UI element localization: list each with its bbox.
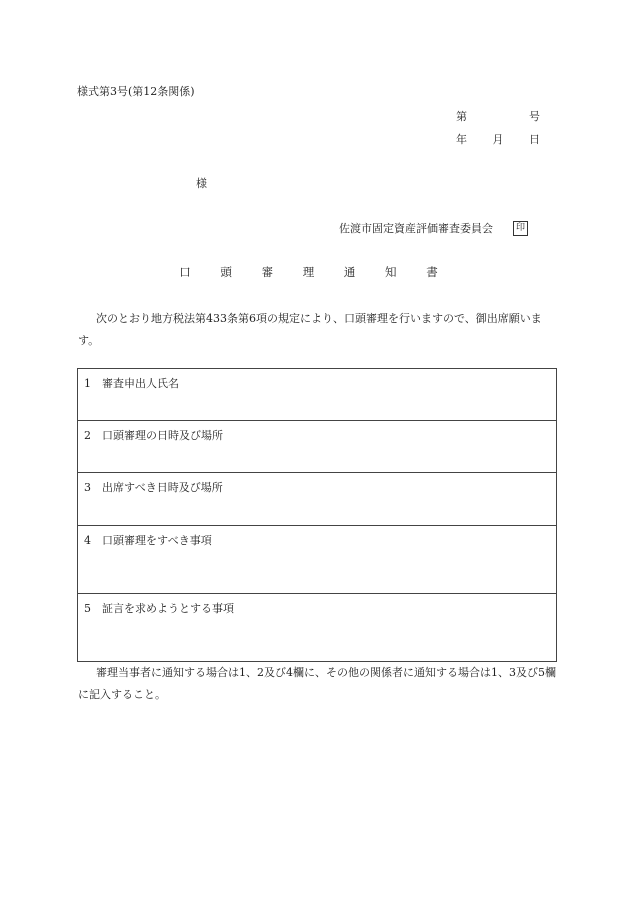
note-paragraph: 審理当事者に通知する場合は1、2及び4欄に、その他の関係者に通知する場合は1、3及び5欄に記入すること。 bbox=[78, 666, 556, 701]
table-cell bbox=[78, 473, 557, 526]
item-number: 4 bbox=[84, 534, 91, 547]
document-number bbox=[456, 108, 540, 124]
addressee-suffix: 様 bbox=[196, 177, 207, 190]
number-prefix: 第 bbox=[456, 110, 467, 123]
date-day: 日 bbox=[529, 133, 540, 146]
table-cell bbox=[78, 421, 557, 473]
table-row bbox=[78, 421, 557, 473]
table-row bbox=[78, 526, 557, 594]
item-label: 口頭審理をすべき事項 bbox=[102, 534, 212, 547]
document-title: 口 頭 審 理 通 知 書 bbox=[179, 265, 451, 279]
table-row bbox=[78, 473, 557, 526]
table-row bbox=[78, 369, 557, 421]
date-month: 月 bbox=[492, 133, 504, 146]
issuer-line bbox=[339, 220, 528, 236]
item-number: 2 bbox=[84, 429, 91, 442]
date-year: 年 bbox=[456, 133, 467, 146]
document-date bbox=[456, 131, 540, 147]
item-label: 証言を求めようとする事項 bbox=[102, 602, 234, 615]
number-suffix: 号 bbox=[529, 110, 540, 123]
item-number: 5 bbox=[84, 602, 91, 615]
item-number: 3 bbox=[84, 481, 91, 494]
item-label: 出席すべき日時及び場所 bbox=[102, 481, 223, 494]
form-number: 様式第3号(第12条関係) bbox=[77, 85, 195, 98]
table-cell bbox=[78, 369, 557, 421]
issuer-name: 佐渡市固定資産評価審査委員会 bbox=[339, 222, 493, 235]
item-label: 審査申出人氏名 bbox=[102, 377, 179, 390]
body-paragraph: 次のとおり地方税法第433条第6項の規定により、口頭審理を行いますので、御出席願います。 bbox=[78, 312, 542, 347]
seal-mark: 印 bbox=[513, 221, 528, 236]
table-cell bbox=[78, 526, 557, 594]
table-row bbox=[78, 594, 557, 662]
table-cell bbox=[78, 594, 557, 662]
item-label: 口頭審理の日時及び場所 bbox=[102, 429, 223, 442]
item-number: 1 bbox=[84, 377, 91, 390]
items-table bbox=[77, 368, 557, 662]
